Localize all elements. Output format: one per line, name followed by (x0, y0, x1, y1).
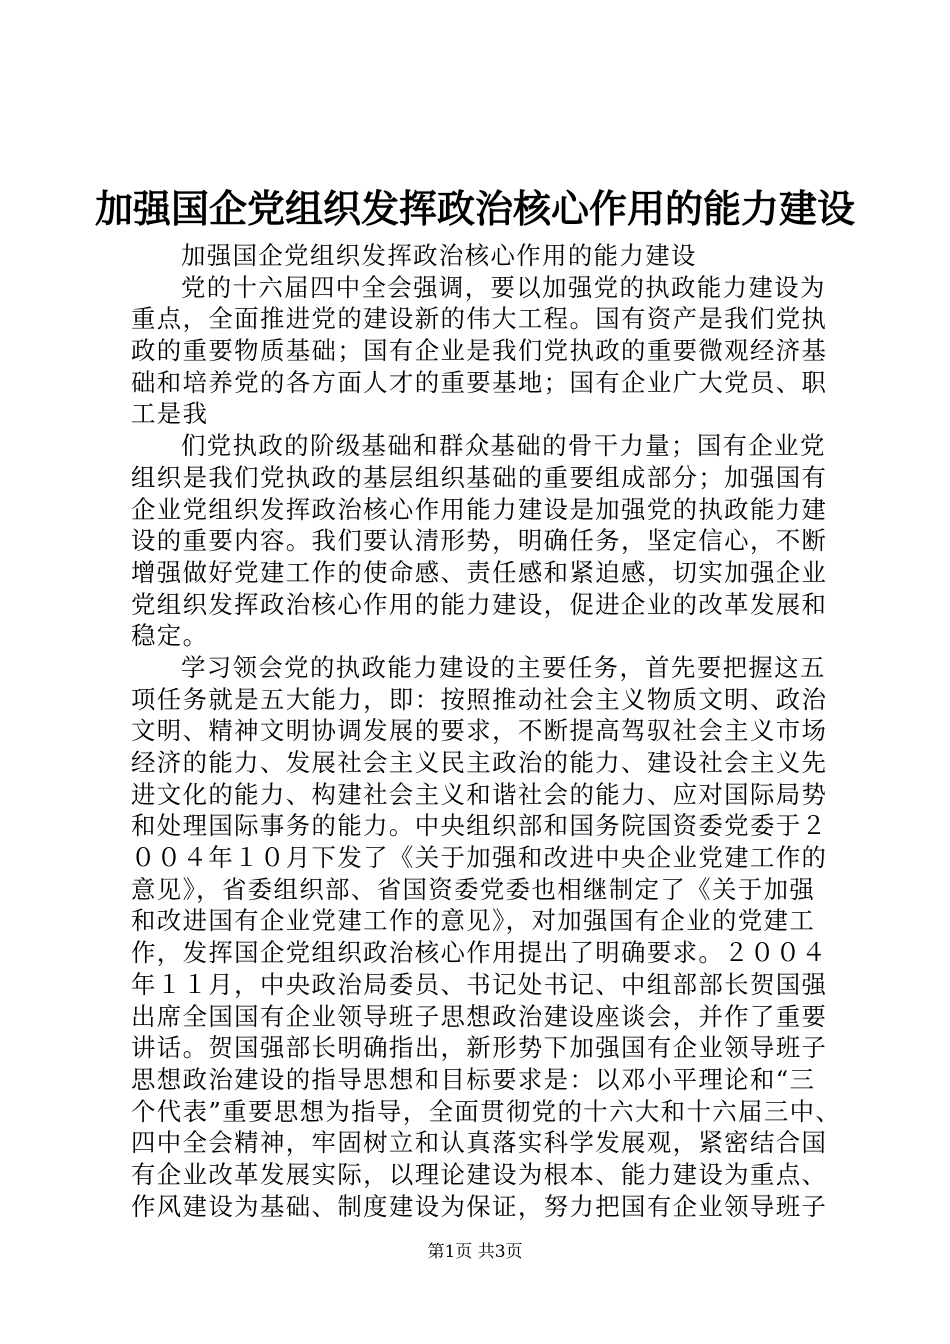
body-text-line: 有企业改革发展实际，以理论建设为根本、能力建设为重点、 (131, 1159, 828, 1189)
body-text-line: 思想政治建设的指导思想和目标要求是：以邓小平理论和“三 (131, 1064, 816, 1094)
body-text-line: 文明、精神文明协调发展的要求，不断提高驾驭社会主义市场 (131, 716, 828, 746)
body-text-line: 进文化的能力、构建社会主义和谐社会的能力、应对国际局势 (131, 779, 828, 809)
body-text-line: 出席全国国有企业领导班子思想政治建设座谈会，并作了重要 (131, 1001, 828, 1031)
document-body (131, 240, 842, 1222)
body-text-line: ００４年１０月下发了《关于加强和改进中央企业党建工作的 (131, 843, 828, 873)
document-title: 加强国企党组织发挥政治核心作用的能力建设 (94, 186, 855, 231)
body-text-line: 和改进国有企业党建工作的意见》，对加强国有企业的党建工 (131, 906, 816, 936)
body-text-line: 们党执政的阶级基础和群众基础的骨干力量；国有企业党 (181, 431, 826, 461)
body-text-line: 组织是我们党执政的基层组织基础的重要组成部分；加强国有 (131, 462, 828, 492)
page-number-footer: 第1页 共3页 (427, 1242, 523, 1262)
body-text-line: 稳定。 (131, 621, 209, 651)
body-text-line: 经济的能力、发展社会主义民主政治的能力、建设社会主义先 (131, 748, 828, 777)
body-text-line: 意见》，省委组织部、省国资委党委也相继制定了《关于加强 (131, 874, 816, 904)
body-text-line: 讲话。贺国强部长明确指出，新形势下加强国有企业领导班子 (131, 1033, 828, 1063)
body-text-line: 党的十六届四中全会强调，要以加强党的执政能力建设为 (181, 272, 826, 302)
body-text-line: 个代表”重要思想为指导，全面贯彻党的十六大和十六届三中、 (131, 1096, 842, 1126)
body-text-line: 四中全会精神，牢固树立和认真落实科学发展观，紧密结合国 (131, 1128, 828, 1158)
body-text-line: 增强做好党建工作的使命感、责任感和紧迫感，切实加强企业 (131, 557, 828, 587)
body-text-line: 项任务就是五大能力，即：按照推动社会主义物质文明、政治 (131, 684, 828, 714)
body-text-line: 作，发挥国企党组织政治核心作用提出了明确要求。２００４ (131, 938, 828, 968)
body-text-line: 年１１月，中央政治局委员、书记处书记、中组部部长贺国强 (131, 969, 828, 999)
body-text-line: 础和培养党的各方面人才的重要基地；国有企业广大党员、职 (131, 367, 828, 397)
body-text-line: 设的重要内容。我们要认清形势，明确任务，坚定信心，不断 (131, 526, 828, 556)
body-text-line: 加强国企党组织发挥政治核心作用的能力建设 (181, 241, 697, 270)
body-text-line: 重点，全面推进党的建设新的伟大工程。国有资产是我们党执 (131, 304, 828, 334)
body-text-line: 企业党组织发挥政治核心作用能力建设是加强党的执政能力建 (131, 494, 828, 524)
body-text-line: 作风建设为基础、制度建设为保证，努力把国有企业领导班子 (131, 1191, 828, 1221)
body-text-line: 和处理国际事务的能力。中央组织部和国务院国资委党委于２ (131, 811, 828, 841)
body-text-line: 政的重要物质基础；国有企业是我们党执政的重要微观经济基 (131, 336, 828, 366)
body-text-line: 工是我 (131, 399, 209, 429)
body-text-line: 学习领会党的执政能力建设的主要任务，首先要把握这五 (181, 652, 826, 682)
body-text-line: 党组织发挥政治核心作用的能力建设，促进企业的改革发展和 (131, 589, 828, 619)
